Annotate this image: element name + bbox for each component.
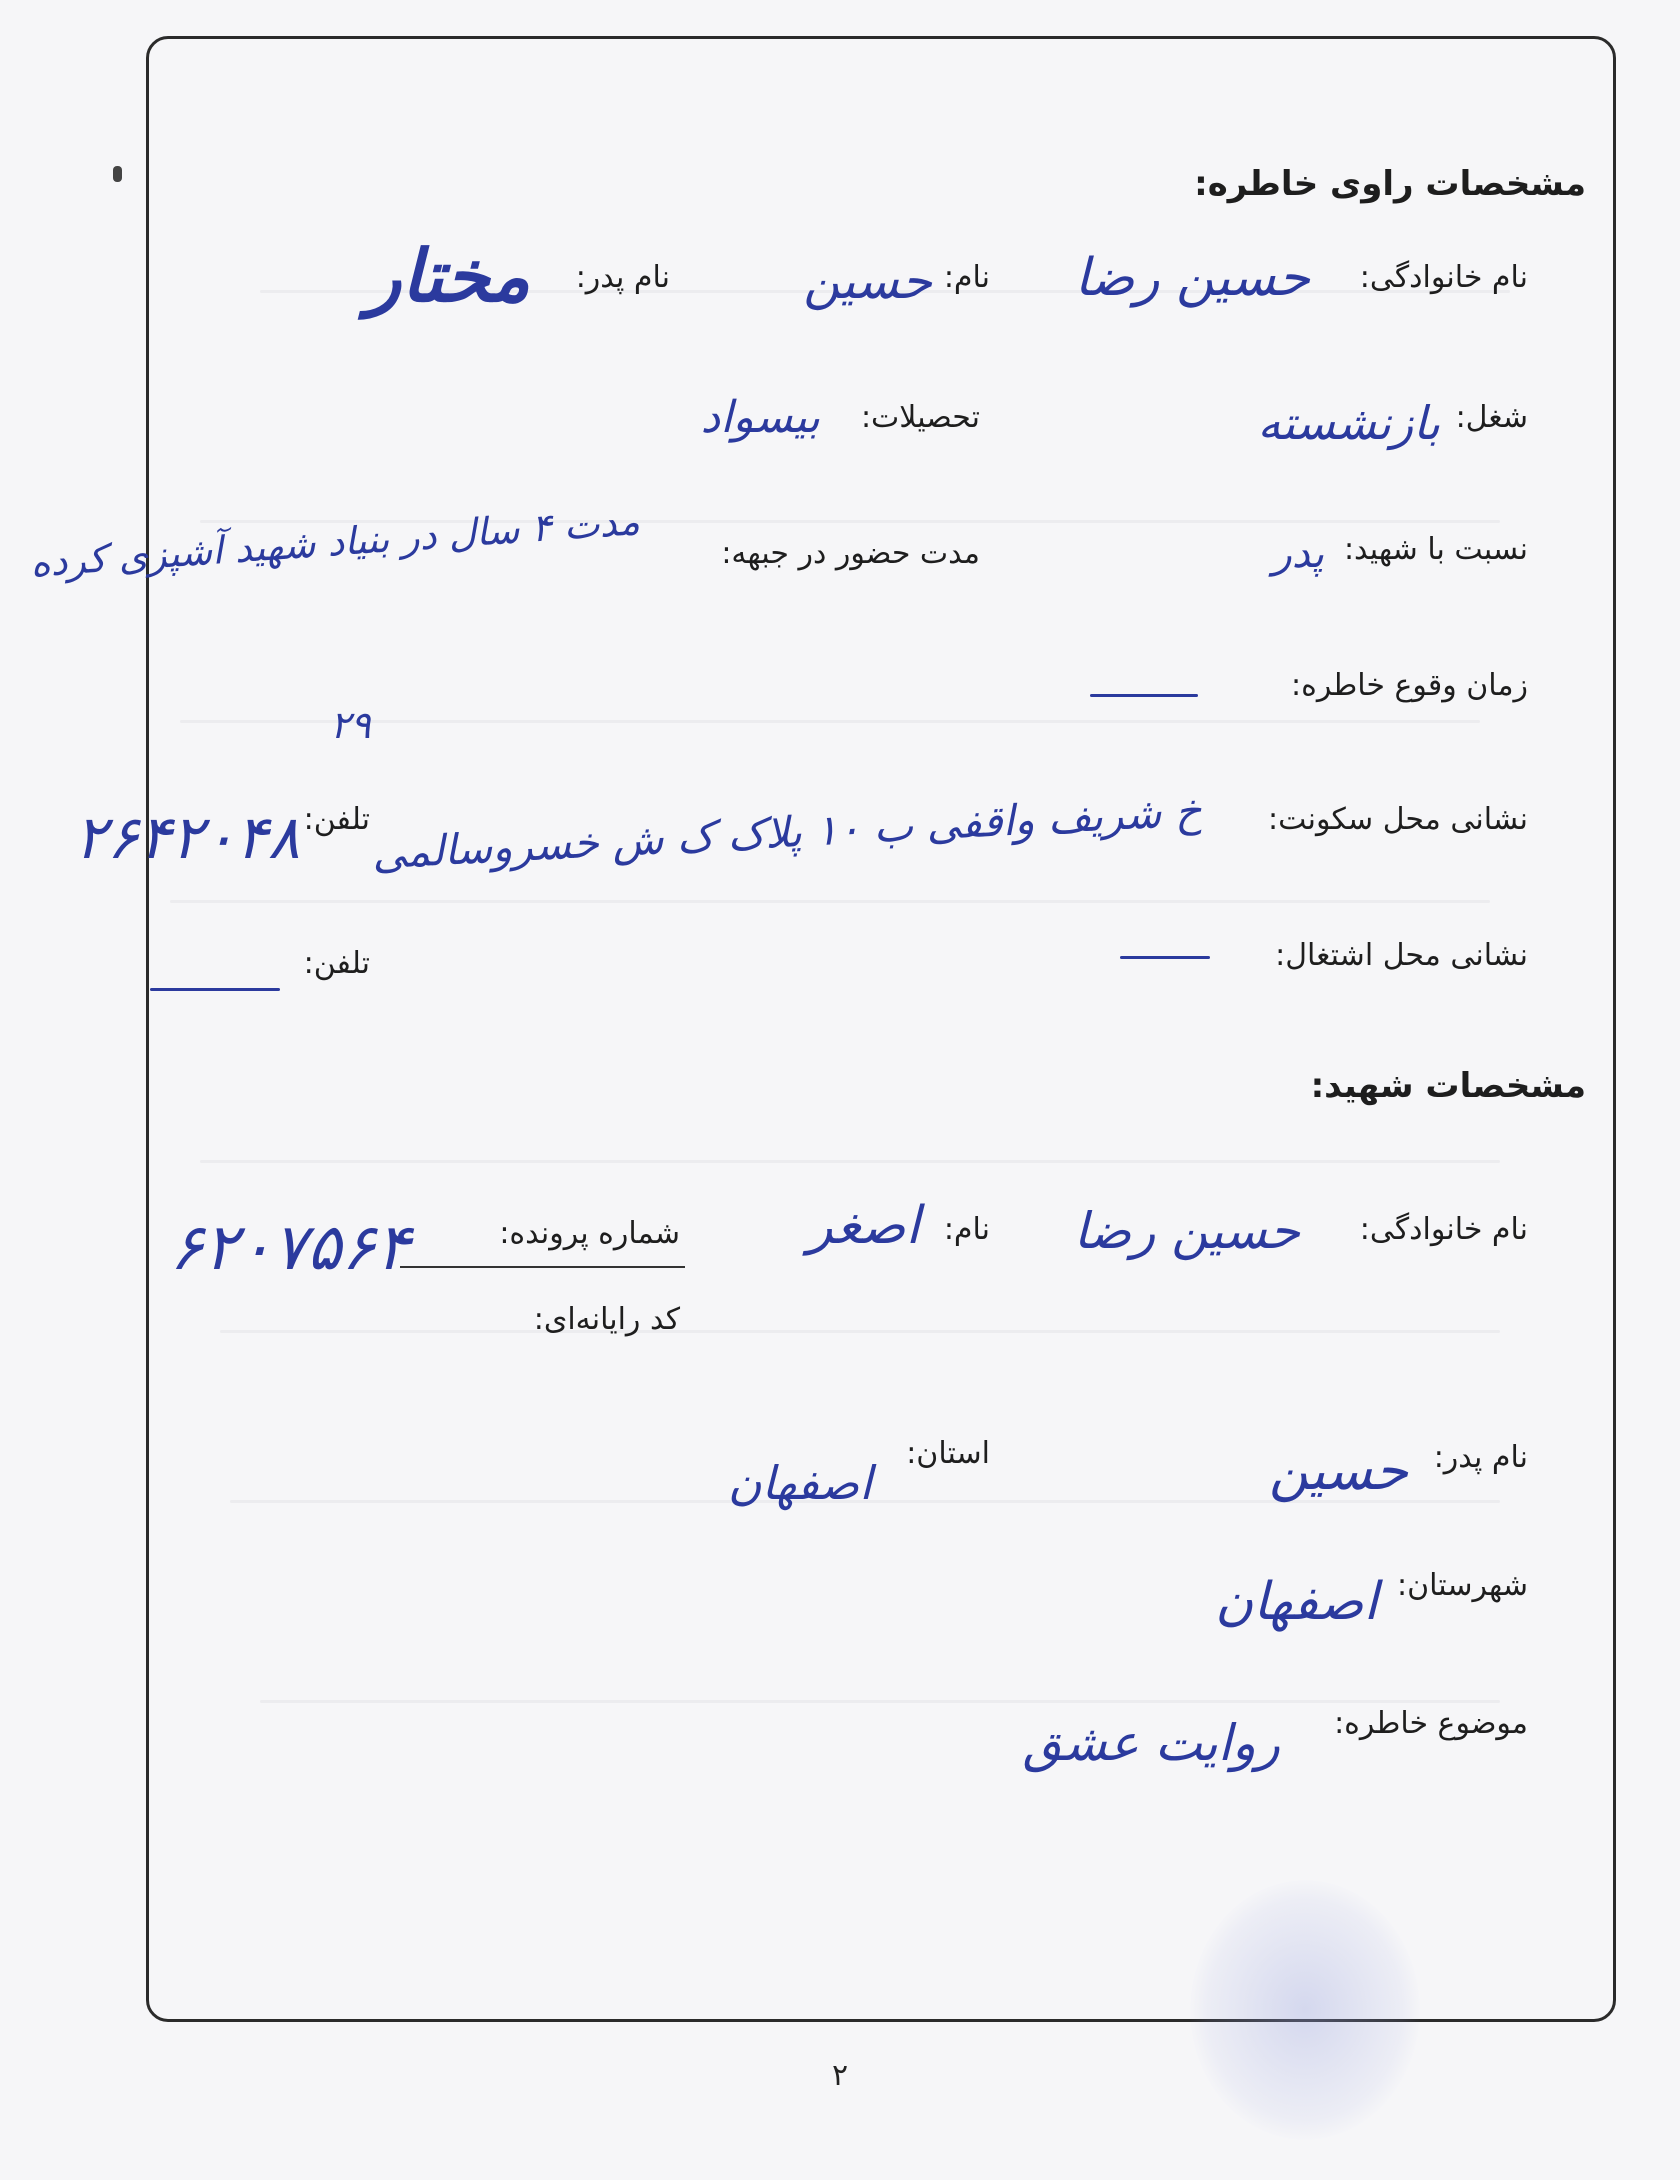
martyr-file-number-value: ۶۲۰۷۵۶۴ <box>169 1211 410 1285</box>
narrator-work-address-label: نشانی محل اشتغال: <box>1275 938 1528 973</box>
martyr-file-number-label: شماره پرونده: <box>499 1216 680 1251</box>
narrator-education-value: بیسواد <box>700 392 820 443</box>
narrator-first-name-label: نام: <box>943 260 990 295</box>
narrator-front-duration-value: مدت ۴ سال در بنیاد شهید آشپزی کرده <box>29 499 642 586</box>
narrator-work-address-blank <box>1120 956 1210 959</box>
martyr-subject-label: موضوع خاطره: <box>1334 1706 1528 1741</box>
martyr-father-name-label: نام پدر: <box>1433 1440 1528 1475</box>
martyr-subject-value: روایت عشق <box>1022 1714 1280 1772</box>
punch-mark <box>113 166 122 182</box>
narrator-family-name-label: نام خانوادگی: <box>1359 260 1528 295</box>
martyr-first-name-value: اصغر <box>807 1196 920 1256</box>
page-number: ۲ <box>831 2058 849 2093</box>
narrator-job-label: شغل: <box>1455 400 1528 435</box>
narrator-family-name-value: حسین رضا <box>1074 248 1310 308</box>
martyr-city-label: شهرستان: <box>1397 1568 1528 1603</box>
narrator-home-phone-label: تلفن: <box>303 802 370 837</box>
narrator-home-address-annotation: ۲۹ <box>330 703 371 747</box>
martyr-computer-code-label: کد رایانه‌ای: <box>533 1302 680 1337</box>
narrator-first-name-value: حسین <box>803 252 932 310</box>
martyr-family-name-label: نام خانوادگی: <box>1359 1212 1528 1247</box>
narrator-education-label: تحصیلات: <box>860 400 980 435</box>
narrator-relation-value: پدر <box>1272 531 1324 577</box>
narrator-work-phone-blank <box>150 988 280 991</box>
narrator-home-phone-value: ۲۶۴۲۰۴۸ <box>74 803 300 873</box>
narrator-job-value: بازنشسته <box>1257 396 1440 450</box>
narrator-work-phone-label: تلفن: <box>303 946 370 981</box>
narrator-father-name-value: مختار <box>366 233 530 318</box>
martyr-father-name-value: حسین <box>1269 1439 1408 1502</box>
martyr-file-number-underline <box>400 1266 685 1268</box>
martyr-family-name-value: حسین رضا <box>1073 1202 1300 1260</box>
martyr-first-name-label: نام: <box>943 1212 990 1247</box>
narrator-front-duration-label: مدت حضور در جبهه: <box>721 536 980 571</box>
narrator-memory-time-blank <box>1090 694 1198 697</box>
martyr-city-value: اصفهان <box>1215 1572 1378 1632</box>
narrator-memory-time-label: زمان وقوع خاطره: <box>1291 668 1528 703</box>
faded-stamp <box>1190 1880 1420 2140</box>
narrator-home-address-value: خ شریف واقفی ب ۱۰ پلاک ک ش خسروسالمی <box>371 786 1204 879</box>
narrator-father-name-label: نام پدر: <box>575 260 670 295</box>
narrator-relation-label: نسبت با شهید: <box>1343 532 1528 567</box>
martyr-province-label: استان: <box>906 1436 990 1471</box>
narrator-home-address-label: نشانی محل سکونت: <box>1268 802 1528 837</box>
narrator-section-heading: مشخصات راوی خاطره: <box>1194 164 1586 204</box>
martyr-section-heading: مشخصات شهید: <box>1310 1066 1586 1106</box>
martyr-province-value: اصفهان <box>727 1456 872 1510</box>
